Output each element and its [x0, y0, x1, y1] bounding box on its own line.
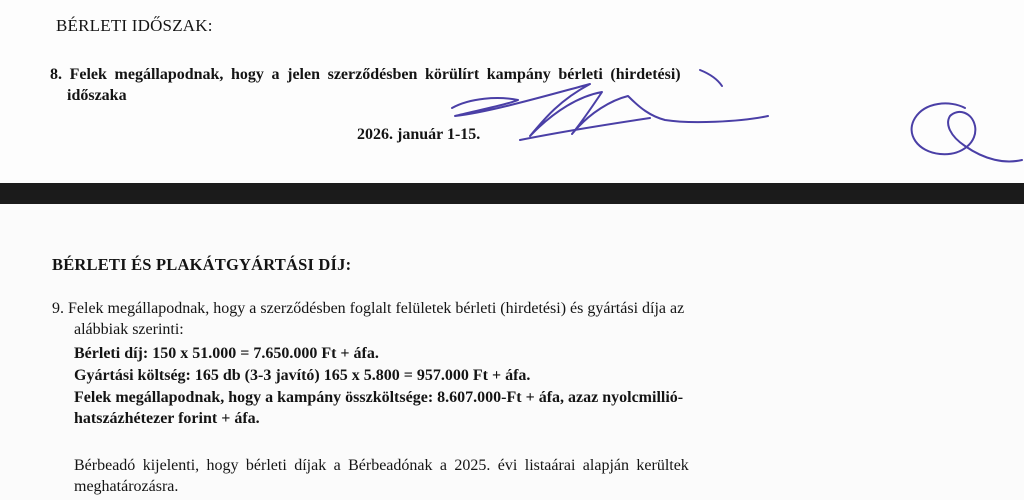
- clause-9-line-1: 9. Felek megállapodnak, hogy a szerződésben foglalt felületek bérleti (hirdetési) és gyártási díja az: [52, 300, 685, 317]
- total-cost-line-1: Felek megállapodnak, hogy a kampány összköltsége: 8.607.000-Ft + áfa, azaz nyolcmillió-: [74, 389, 684, 406]
- clause-9-line-2: alábbiak szerinti:: [74, 321, 184, 338]
- lessor-statement-line-1: Bérbeadó kijelenti, hogy bérleti díjak a Bérbeadónak a 2025. évi listaárai alapján kerültek: [74, 457, 689, 474]
- page-divider: [0, 183, 1024, 204]
- total-cost-line-2: hatszázhétezer forint + áfa.: [74, 410, 260, 427]
- production-cost-line: Gyártási költség: 165 db (3-3 javító) 165 x 5.800 = 957.000 Ft + áfa.: [74, 367, 531, 384]
- section-heading-rental-period: BÉRLETI IDŐSZAK:: [56, 16, 213, 35]
- lessor-statement-line-2: meghatározásra.: [74, 478, 179, 495]
- section-heading-rental-and-production-fee: BÉRLETI ÉS PLAKÁTGYÁRTÁSI DÍJ:: [52, 255, 352, 274]
- clause-8-line-2: időszaka: [67, 87, 127, 104]
- rent-fee-line: Bérleti díj: 150 x 51.000 = 7.650.000 Ft + áfa.: [74, 345, 379, 362]
- rental-period-date: 2026. január 1-15.: [357, 126, 481, 143]
- clause-8-line-1: 8. Felek megállapodnak, hogy a jelen szerződésben körülírt kampány bérleti (hirdetési): [50, 66, 681, 83]
